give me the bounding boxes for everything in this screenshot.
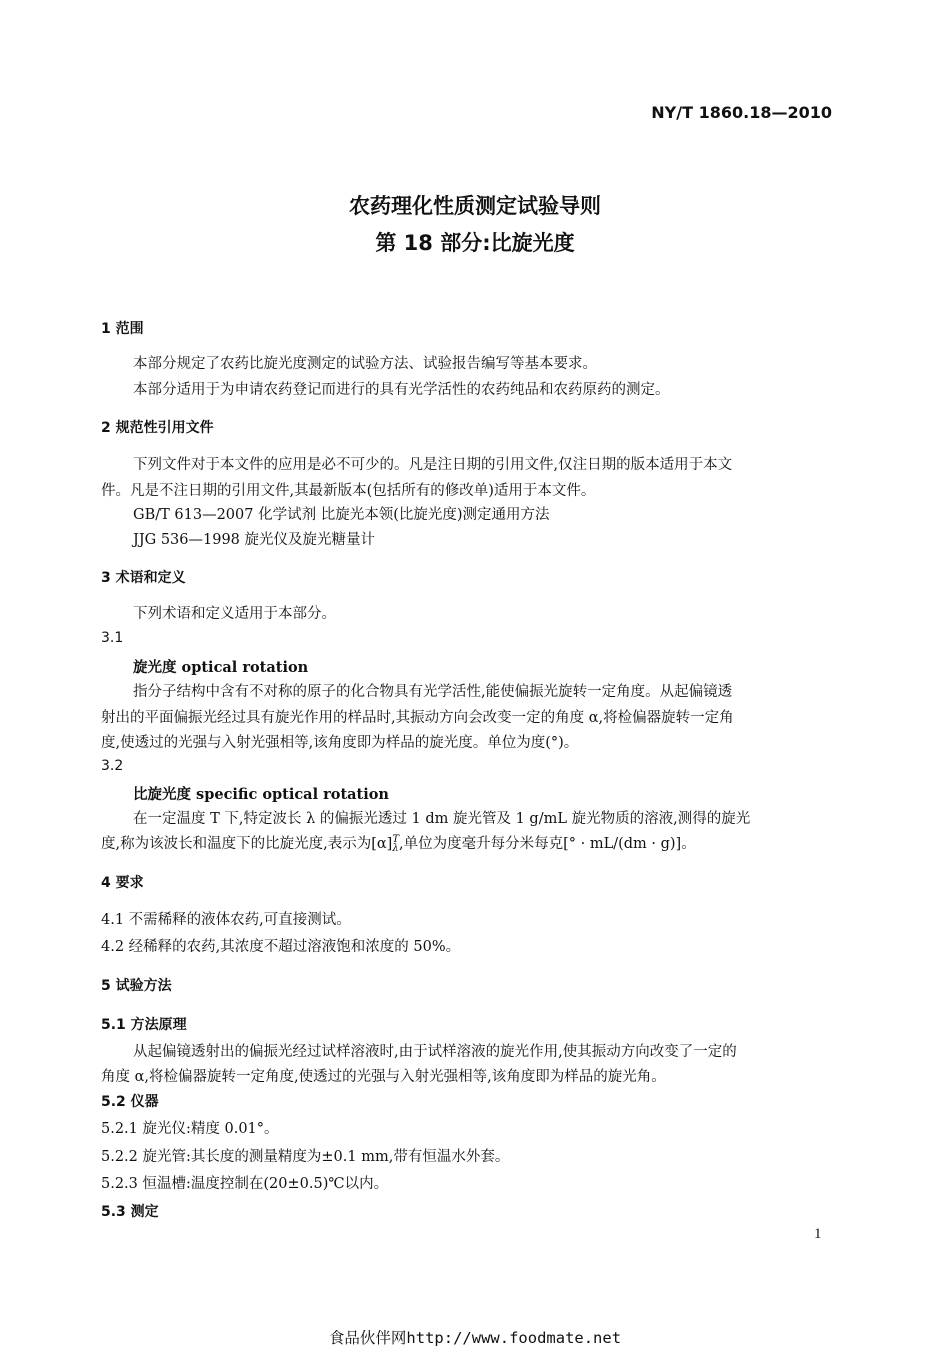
term-definition: 射出的平面偏振光经过具有旋光作用的样品时,其振动方向会改变一定的角度 α,将检偏器旋转一定角 (101, 710, 734, 726)
requirement-item: 4.2 经稀释的农药,其浓度不超过溶液饱和浓度的 50%。 (101, 939, 461, 955)
term-number: 3.1 (101, 630, 124, 646)
section-2-heading: 2 规范性引用文件 (101, 420, 214, 436)
apparatus-item: 5.2.2 旋光管:其长度的测量精度为±0.1 mm,带有恒温水外套。 (101, 1149, 510, 1165)
page-number: 1 (814, 1226, 822, 1242)
section-2-paragraph: 下列文件对于本文件的应用是必不可少的。凡是注日期的引用文件,仅注日期的版本适用于本文 (133, 457, 733, 473)
requirement-item: 4.1 不需稀释的液体农药,可直接测试。 (101, 912, 351, 928)
section-3-intro: 下列术语和定义适用于本部分。 (133, 606, 336, 622)
term-name: 比旋光度 specific optical rotation (133, 786, 389, 803)
section-5-heading: 5 试验方法 (101, 978, 172, 994)
subsection-heading: 5.1 方法原理 (101, 1017, 187, 1033)
superscript-t: T (392, 834, 399, 845)
section-3-heading: 3 术语和定义 (101, 570, 186, 586)
subscript-lambda: λ (392, 843, 399, 854)
normative-reference: GB/T 613—2007 化学试剂 比旋光本领(比旋光度)测定通用方法 (133, 507, 550, 523)
apparatus-item: 5.2.3 恒温槽:温度控制在(20±0.5)℃以内。 (101, 1176, 389, 1192)
term-definition-text: ,单位为度毫升每分米每克[° · mL/(dm · g)]。 (399, 836, 696, 852)
section-1-paragraph: 本部分适用于为申请农药登记而进行的具有光学活性的农药纯品和农药原药的测定。 (133, 382, 670, 398)
section-1-paragraph: 本部分规定了农药比旋光度测定的试验方法、试验报告编写等基本要求。 (133, 356, 597, 372)
term-definition: 在一定温度 T 下,特定波长 λ 的偏振光透过 1 dm 旋光管及 1 g/mL 旋光物质的溶液,测得的旋光 (133, 811, 751, 827)
term-definition: 度,使透过的光强与入射光强相等,该角度即为样品的旋光度。单位为度(°)。 (101, 735, 579, 751)
section-1-heading: 1 范围 (101, 321, 144, 337)
footer-watermark: 食品伙伴网http://www.foodmate.net (328, 1329, 622, 1347)
subsection-heading: 5.3 测定 (101, 1204, 159, 1220)
apparatus-item: 5.2.1 旋光仪:精度 0.01°。 (101, 1121, 279, 1137)
method-principle: 角度 α,将检偏器旋转一定角度,使透过的光强与入射光强相等,该角度即为样品的旋光角。 (101, 1069, 666, 1085)
section-4-heading: 4 要求 (101, 875, 144, 891)
term-definition-text: 度,称为该波长和温度下的比旋光度,表示为[α] (101, 836, 393, 852)
term-number: 3.2 (101, 758, 124, 774)
method-principle: 从起偏镜透射出的偏振光经过试样溶液时,由于试样溶液的旋光作用,使其振动方向改变了一定的 (133, 1044, 737, 1060)
term-definition: 指分子结构中含有不对称的原子的化合物具有光学活性,能使偏振光旋转一定角度。从起偏镜透 (133, 684, 733, 700)
normative-reference: JJG 536—1998 旋光仪及旋光糖量计 (133, 532, 376, 548)
section-2-paragraph: 件。凡是不注日期的引用文件,其最新版本(包括所有的修改单)适用于本文件。 (101, 483, 596, 499)
document-subtitle: 第 18 部分:比旋光度 (375, 231, 575, 255)
standard-number: NY/T 1860.18—2010 (651, 103, 832, 122)
subsection-heading: 5.2 仪器 (101, 1094, 159, 1110)
term-name: 旋光度 optical rotation (133, 659, 309, 676)
term-definition (101, 832, 696, 853)
document-title: 农药理化性质测定试验导则 (349, 194, 601, 218)
math-scripts (392, 835, 399, 853)
